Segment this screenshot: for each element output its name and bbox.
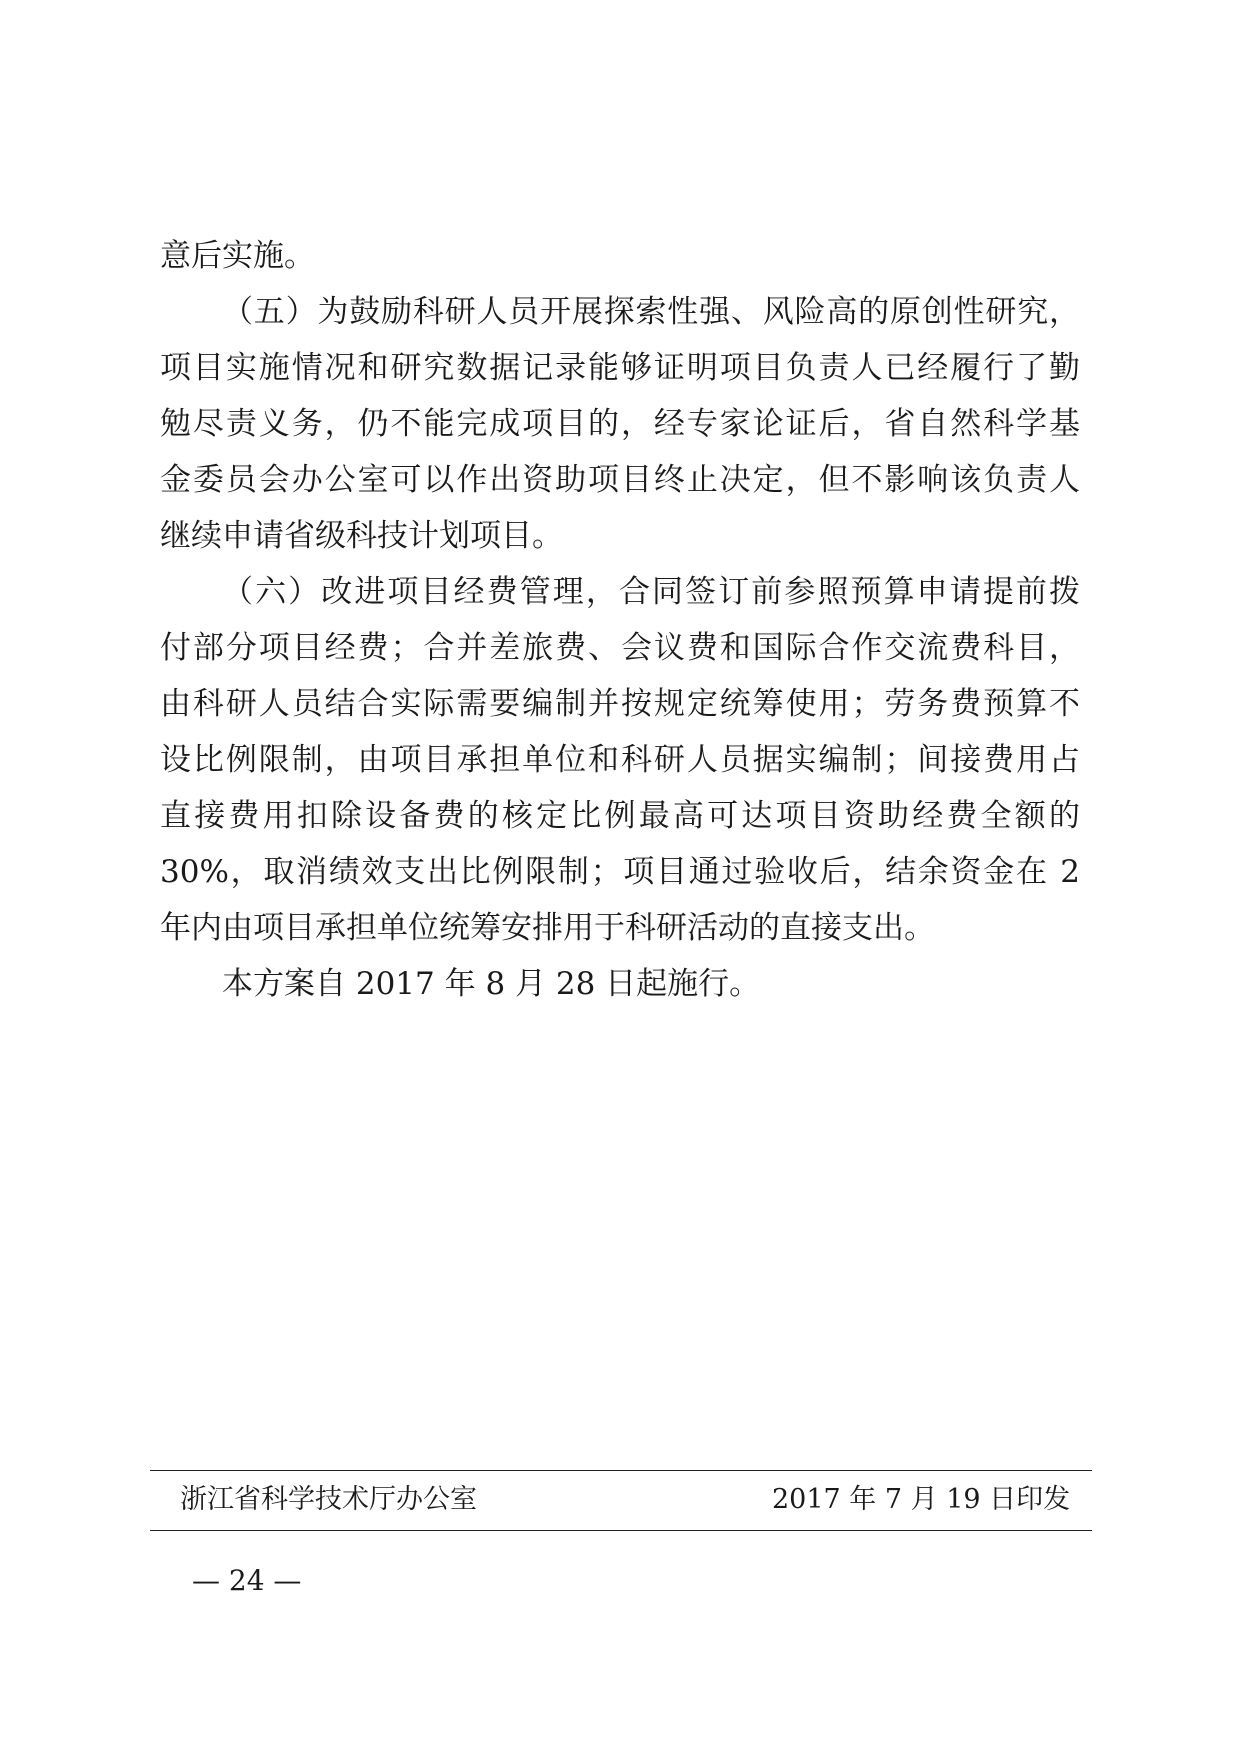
- page-number: — 24 —: [192, 1564, 302, 1597]
- text-line: 金委员会办公室可以作出资助项目终止决定，但不影响该负责人: [160, 462, 1080, 498]
- text-line: 勉尽责义务，仍不能完成项目的，经专家论证后，省自然科学基: [160, 406, 1080, 442]
- text-line: 年内由项目承担单位统筹安排用于科研活动的直接支出。: [160, 910, 935, 946]
- text-line: （五）为鼓励科研人员开展探索性强、风险高的原创性研究，: [222, 294, 1080, 330]
- footer-bottom-rule: [150, 1530, 1092, 1531]
- text-line: 付部分项目经费；合并差旅费、会议费和国际合作交流费科目，: [160, 630, 1080, 666]
- body-text: [160, 228, 1080, 1012]
- text-line: 设比例限制，由项目承担单位和科研人员据实编制；间接费用占: [160, 742, 1080, 778]
- text-line: （六）改进项目经费管理，合同签订前参照预算申请提前拨: [222, 574, 1080, 610]
- text-line: 本方案自 2017 年 8 月 28 日起施行。: [222, 966, 761, 1002]
- text-line: 意后实施。: [160, 238, 315, 274]
- text-line: 30%，取消绩效支出比例限制；项目通过验收后，结余资金在 2: [160, 854, 1080, 890]
- issuer-name: 浙江省科学技术厅办公室: [180, 1484, 477, 1515]
- text-line: 直接费用扣除设备费的核定比例最高可达项目资助经费全额的: [160, 798, 1080, 834]
- text-line: 由科研人员结合实际需要编制并按规定统筹使用；劳务费预算不: [160, 686, 1080, 722]
- footer-top-rule: [150, 1470, 1092, 1471]
- issue-date: 2017 年 7 月 19 日印发: [772, 1484, 1071, 1515]
- text-line: 项目实施情况和研究数据记录能够证明项目负责人已经履行了勤: [160, 350, 1080, 386]
- text-line: 继续申请省级科技计划项目。: [160, 518, 563, 554]
